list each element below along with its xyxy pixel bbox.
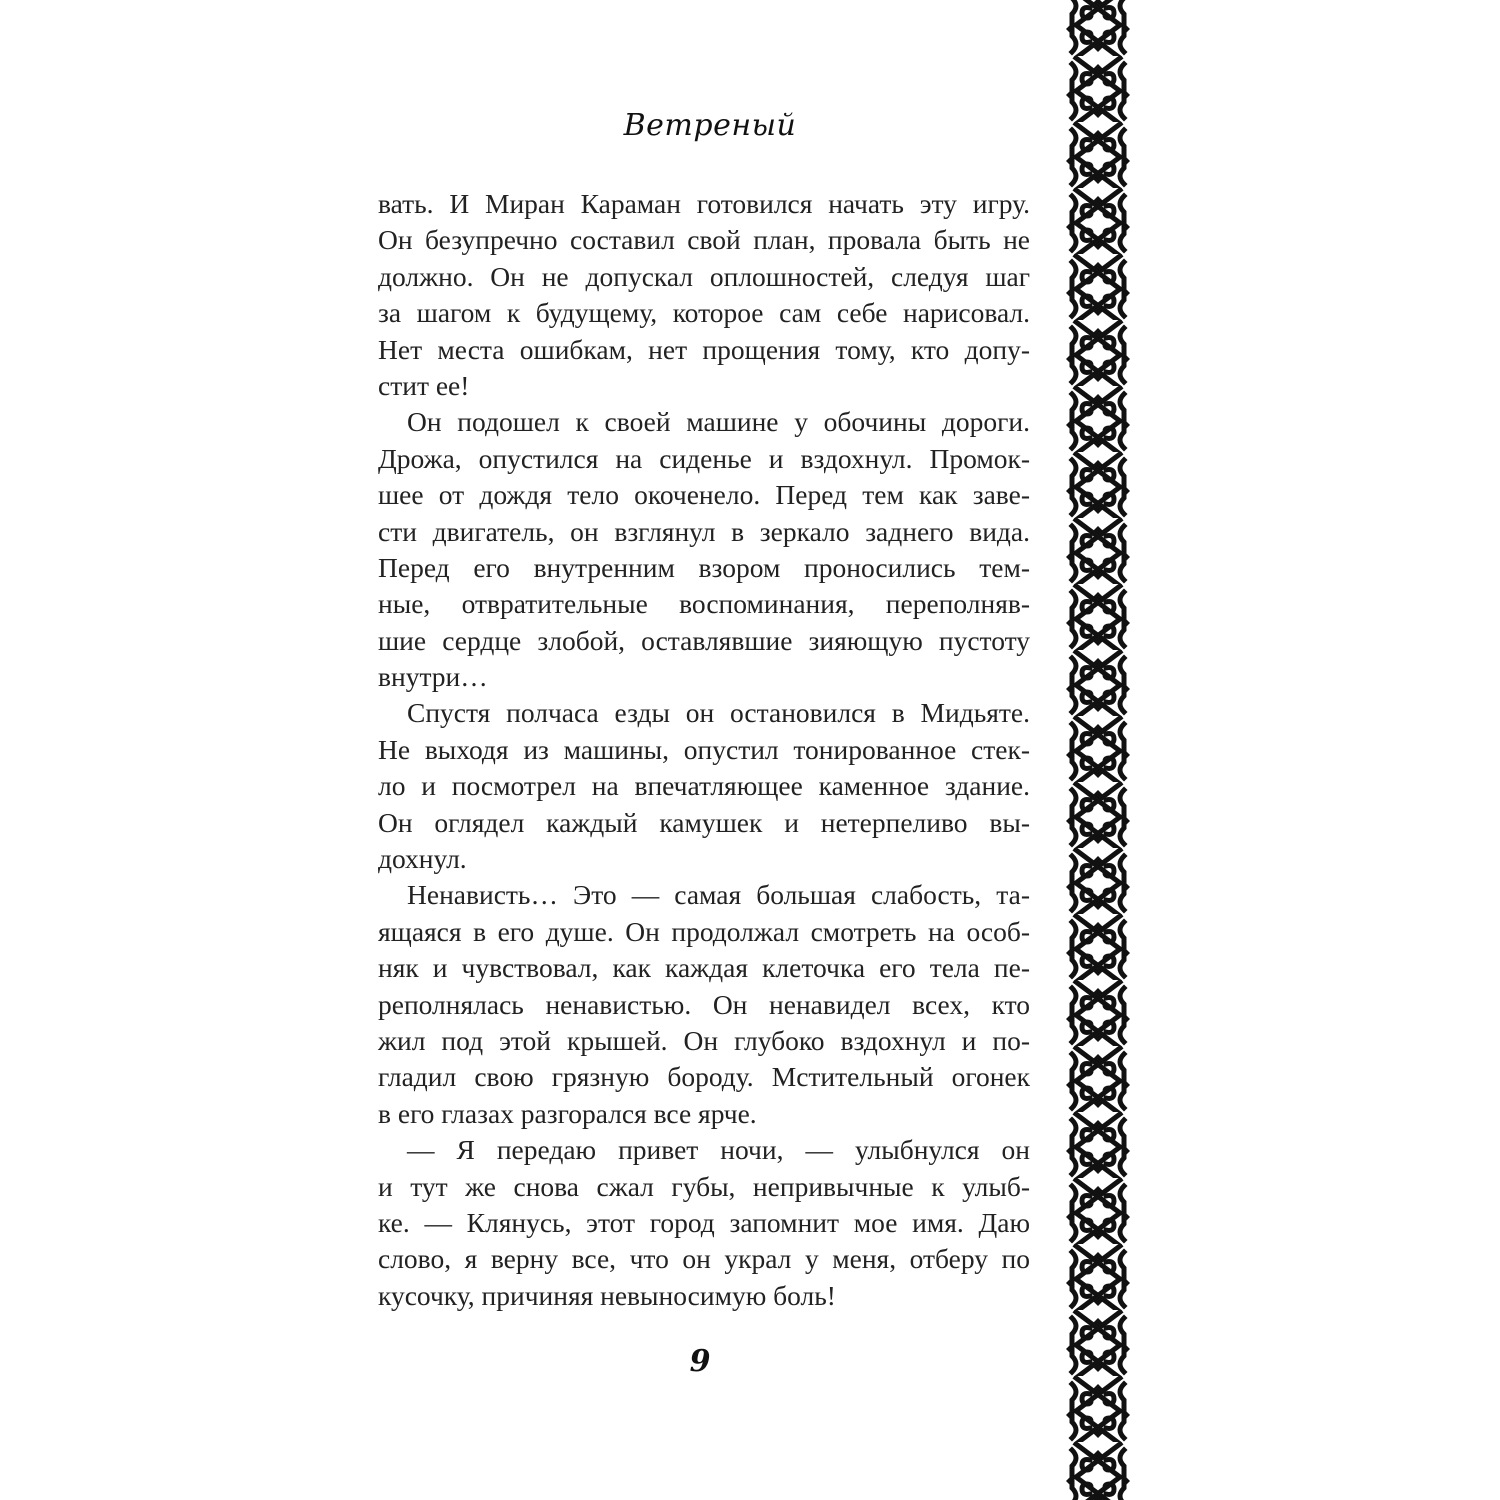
text-line: Не выходя из машины, опустил тонированное стек- [378,733,1030,765]
text-line: ке. — Клянусь, этот город запомнит мое имя. Даю [378,1206,1030,1238]
text-line: реполнялась ненавистью. Он ненавидел всех, кто [378,988,1030,1020]
text-line: должно. Он не допускал оплошностей, следуя шаг [378,260,1030,292]
text-line: в его глазах разгорался все ярче. [378,1097,757,1129]
ornamental-border-icon [1066,0,1130,1500]
text-line: Он подошел к своей машине у обочины дороги. [407,406,1030,438]
text-line: няк и чувствовал, как каждая клеточка его тела пе- [378,952,1030,984]
text-line: сти двигатель, он взглянул в зеркало заднего вида. [378,515,1030,547]
text-line: Перед его внутренним взором проносились тем- [378,551,1030,583]
body-text [378,186,1030,1314]
text-line: Нет места ошибкам, нет прощения тому, кто допу- [378,333,1030,365]
text-line: Ненависть… Это — самая большая слабость, та- [407,879,1030,911]
text-line: Спустя полчаса езды он остановился в Мидьяте. [407,697,1030,729]
text-line: за шагом к будущему, которое сам себе нарисовал. [378,297,1030,329]
text-line: ло и посмотрел на впечатляющее каменное здание. [378,770,1030,802]
text-line: кусочку, причиняя невыносимую боль! [378,1279,836,1311]
page-number: 9 [689,1344,711,1379]
text-line: и тут же снова сжал губы, непривычные к улыб- [378,1170,1030,1202]
text-line: — Я передаю привет ночи, — улыбнулся он [407,1134,1030,1166]
text-line: стит ее! [378,369,470,401]
text-line: гладил свою грязную бороду. Мстительный огонек [378,1061,1030,1093]
text-line: слово, я верну все, что он украл у меня, отберу по [378,1243,1030,1275]
text-line: шие сердце злобой, оставлявшие зияющую пустоту [378,624,1030,656]
text-line: Он безупречно составил свой план, провала быть не [378,224,1030,256]
text-line: ные, отвратительные воспоминания, переполняв- [378,588,1030,620]
text-line: ящаяся в его душе. Он продолжал смотреть на особ- [378,915,1030,947]
text-line: внутри… [378,661,488,693]
text-line: вать. И Миран Караман готовился начать эту игру. [378,188,1030,219]
text-line: Он оглядел каждый камушек и нетерпеливо вы- [378,806,1030,838]
running-head-title: Ветреный [623,108,797,143]
text-line: дохнул. [378,843,467,875]
text-line: Дрожа, опустился на сиденье и вздохнул. Промок- [378,442,1030,474]
text-line: жил под этой крышей. Он глубоко вздохнул и по- [378,1024,1030,1056]
text-line: шее от дождя тело окоченело. Перед тем как заве- [378,479,1030,511]
